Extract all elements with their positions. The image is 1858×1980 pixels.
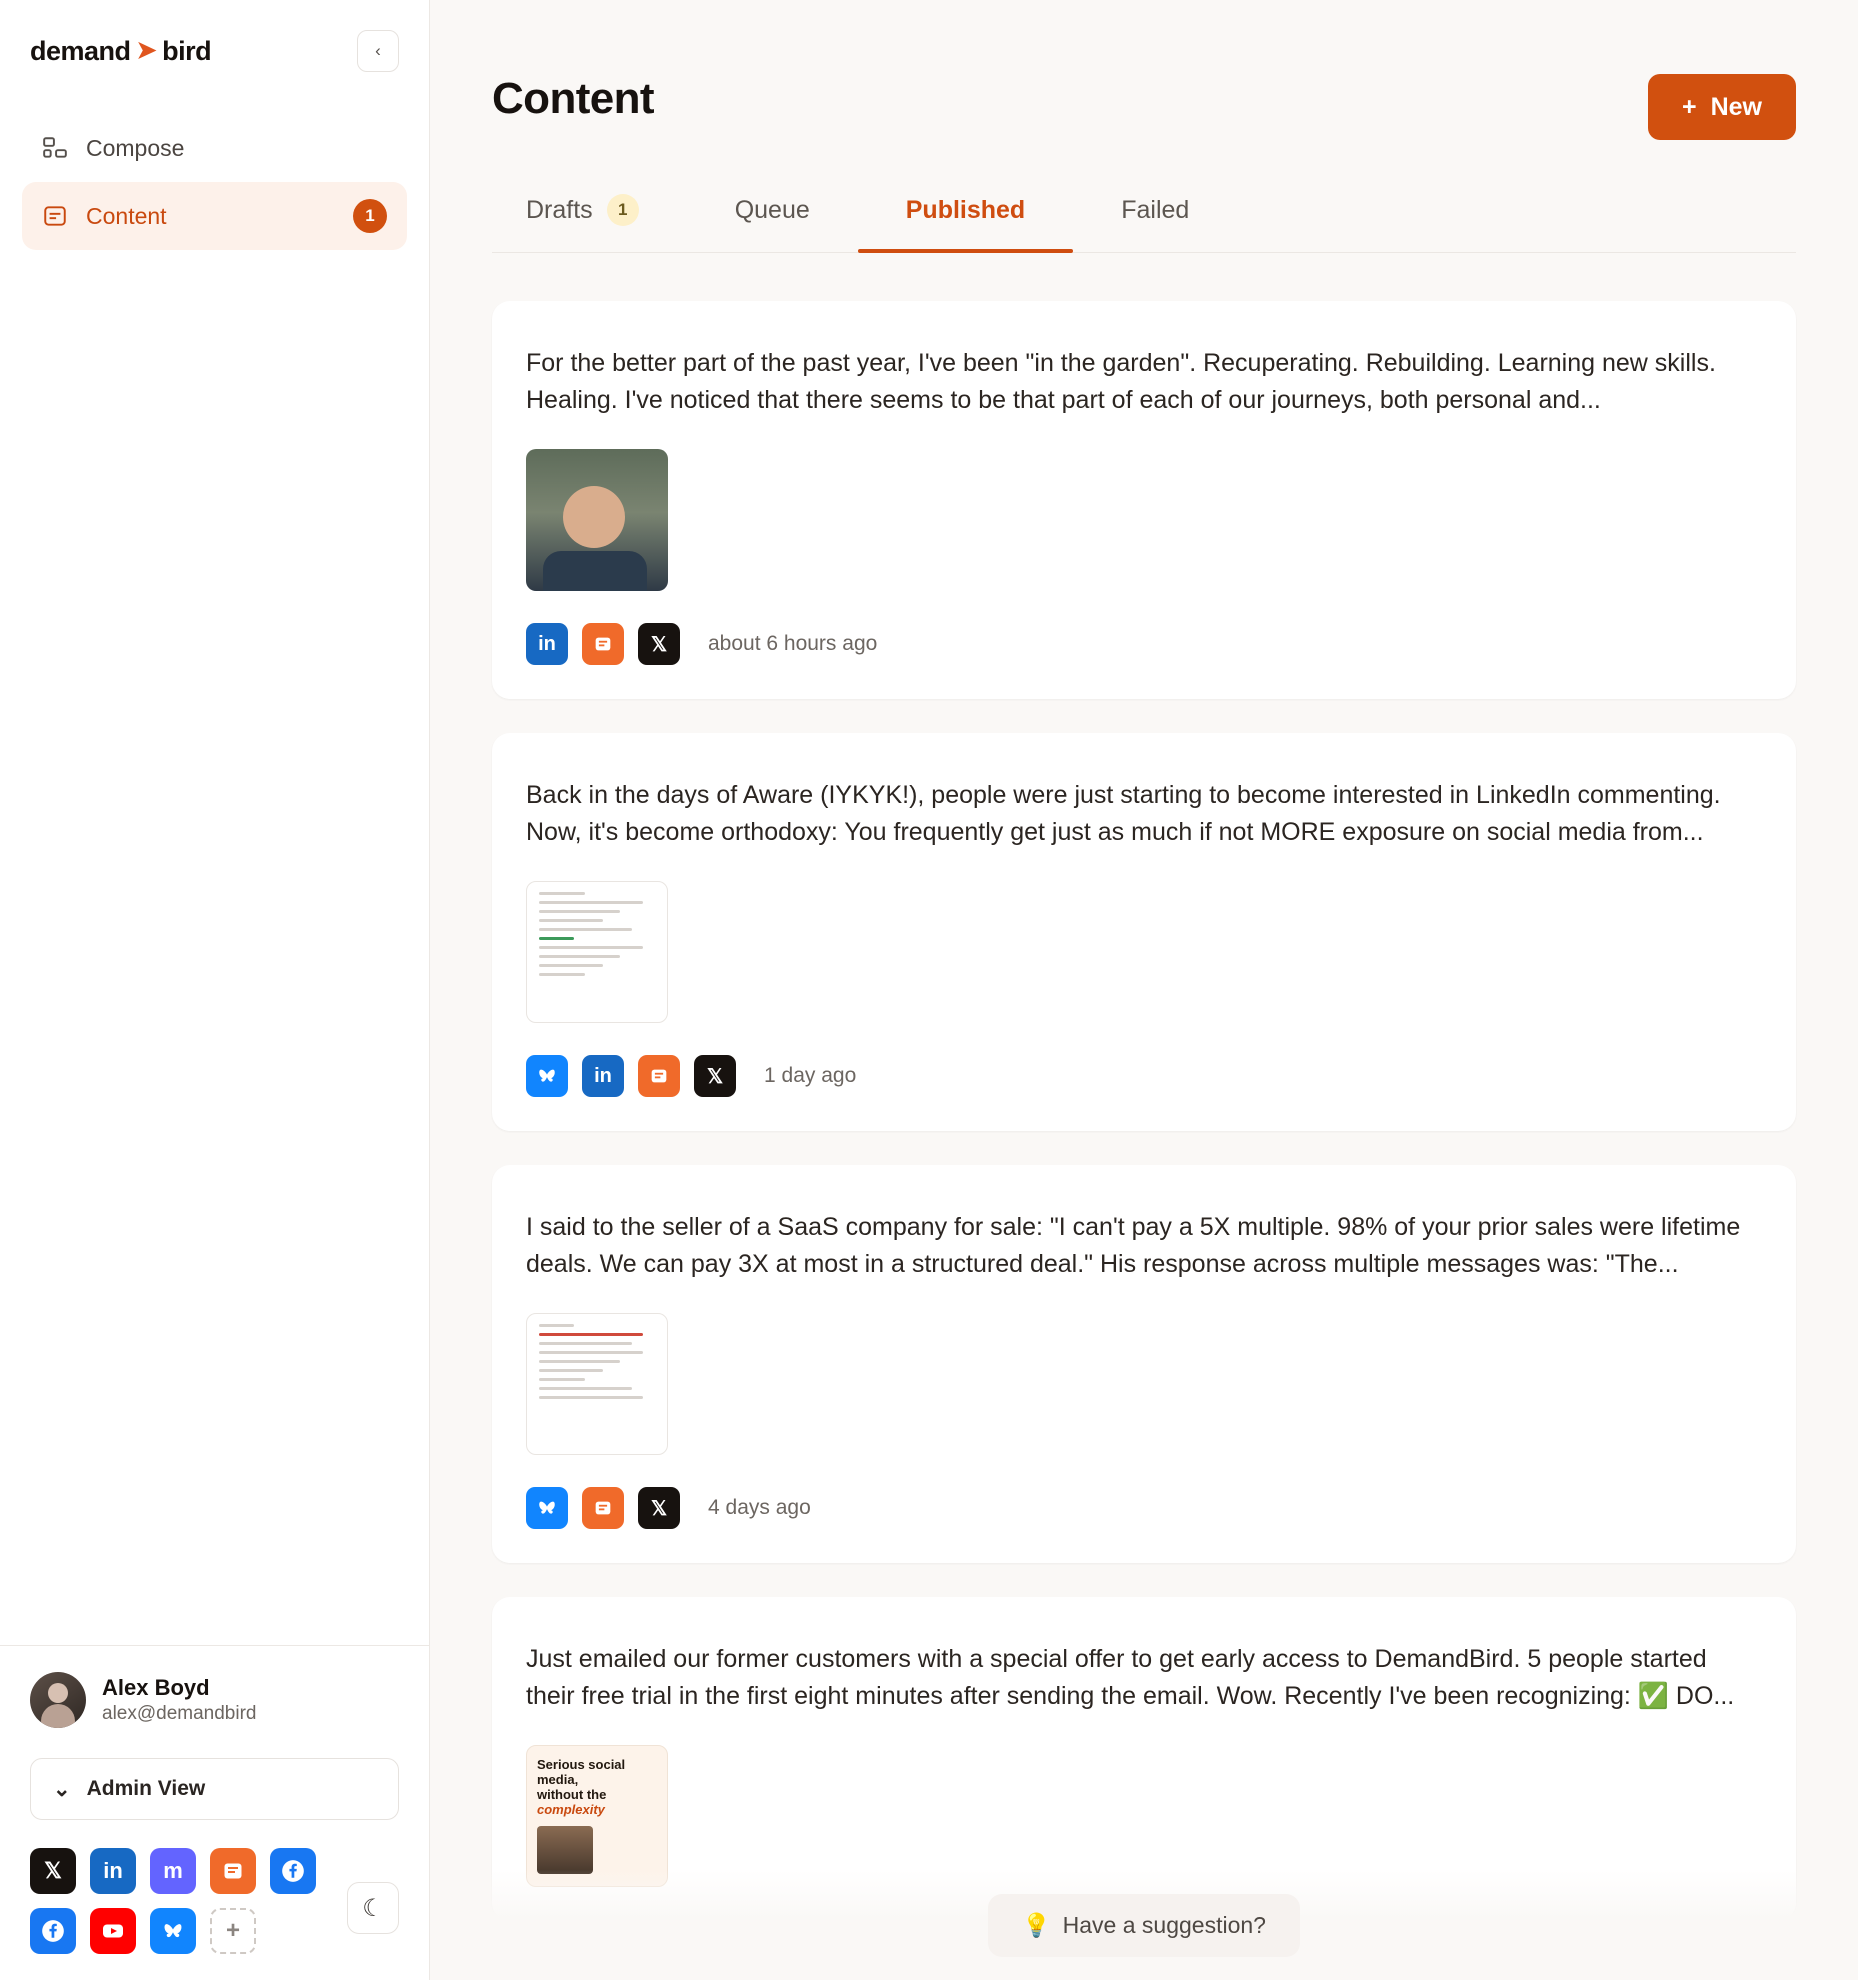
main-inner <box>430 0 1858 1980</box>
platform-threads-icon <box>582 1487 624 1529</box>
page-header <box>492 74 1796 140</box>
user-info <box>102 1675 257 1725</box>
post-text: For the better part of the past year, I've been "in the garden". Recuperating. Rebuilding. Learning new skills. Healing. I've noticed that there seems to be that part of each of our journeys, both personal and... <box>526 349 1716 414</box>
post-card[interactable] <box>492 301 1796 699</box>
post-text: I said to the seller of a SaaS company for sale: "I can't pay a 5X multiple. 98% of your prior sales were lifetime deals. We can pay 3X at most in a structured deal." His response across multiple messages was: "The... <box>526 1213 1741 1278</box>
tab-drafts-count: 1 <box>607 194 639 226</box>
page-title: Content <box>492 74 654 123</box>
brand-row <box>0 0 429 72</box>
sidebar-item-content-label: Content <box>86 202 167 229</box>
brand-part-2: bird <box>162 35 212 66</box>
moon-icon: ☾ <box>362 1894 384 1922</box>
post-card[interactable] <box>492 733 1796 1131</box>
user-block[interactable] <box>0 1645 429 1728</box>
post-meta <box>526 1055 1762 1097</box>
platform-x-icon: 𝕏 <box>638 623 680 665</box>
content-tabs <box>492 194 1796 253</box>
promo-title <box>537 1758 657 1818</box>
post-text: Back in the days of Aware (IYKYK!), people were just starting to become interested in LinkedIn commenting. Now, it's become orthodoxy: You frequently get just as much if not MORE exposure on social media from... <box>526 781 1721 846</box>
brand-logo[interactable] <box>30 36 211 67</box>
chevron-left-icon: ‹ <box>375 41 381 60</box>
post-card[interactable] <box>492 1165 1796 1563</box>
avatar <box>30 1672 86 1728</box>
platform-bluesky-icon <box>526 1487 568 1529</box>
post-timestamp: about 6 hours ago <box>708 632 878 655</box>
post-thumbnail[interactable] <box>526 449 668 591</box>
post-timestamp: 1 day ago <box>764 1064 857 1087</box>
post-thumbnail[interactable] <box>526 1313 668 1455</box>
platform-threads-icon <box>582 623 624 665</box>
platform-linkedin-icon: in <box>582 1055 624 1097</box>
tab-published-label: Published <box>905 195 1026 224</box>
sidebar-nav <box>0 114 429 250</box>
sidebar-item-compose-label: Compose <box>86 134 185 161</box>
post-meta <box>526 1487 1762 1529</box>
plus-icon: + <box>1681 92 1697 121</box>
social-threads-icon[interactable] <box>210 1848 256 1894</box>
sidebar-item-compose[interactable] <box>22 114 407 182</box>
user-email: alex@demandbird <box>102 1703 257 1724</box>
platform-threads-icon <box>638 1055 680 1097</box>
post-text: Just emailed our former customers with a special offer to get early access to DemandBird. 5 people started their free trial in the first eight minutes after sending the email. Wow. Recently I've been recognizing: ✅ DO... <box>526 1645 1735 1710</box>
promo-title-emphasis: complexity <box>537 1801 605 1817</box>
lightbulb-icon: 💡 <box>1022 1911 1051 1938</box>
social-linkedin-icon[interactable]: in <box>90 1848 136 1894</box>
tab-failed[interactable] <box>1073 194 1237 252</box>
platform-linkedin-icon: in <box>526 623 568 665</box>
post-thumbnail[interactable] <box>526 881 668 1023</box>
admin-view-label: Admin View <box>86 1777 206 1800</box>
tab-queue[interactable] <box>687 194 858 252</box>
new-button-label: New <box>1710 92 1762 121</box>
social-youtube-icon[interactable] <box>90 1908 136 1954</box>
promo-face-image <box>537 1826 593 1874</box>
user-name: Alex Boyd <box>102 1675 210 1700</box>
chevron-down-icon: ⌄ <box>53 1777 71 1801</box>
sidebar <box>0 0 430 1980</box>
post-timestamp: 4 days ago <box>708 1496 811 1519</box>
main-content <box>430 0 1858 1980</box>
admin-view-selector[interactable] <box>30 1758 399 1820</box>
social-bluesky-icon[interactable] <box>150 1908 196 1954</box>
add-account-button[interactable]: + <box>210 1908 256 1954</box>
social-facebook-2-icon[interactable] <box>30 1908 76 1954</box>
content-icon <box>42 203 68 229</box>
content-count-badge: 1 <box>353 199 387 233</box>
social-accounts <box>0 1820 429 1980</box>
social-mastodon-icon[interactable]: m <box>150 1848 196 1894</box>
brand-arrow-icon: ➤ <box>136 37 157 64</box>
sidebar-spacer <box>0 250 429 1645</box>
suggestion-label: Have a suggestion? <box>1062 1911 1266 1938</box>
theme-toggle-button[interactable] <box>347 1882 399 1934</box>
platform-x-icon: 𝕏 <box>638 1487 680 1529</box>
social-x-icon[interactable]: 𝕏 <box>30 1848 76 1894</box>
tab-failed-label: Failed <box>1121 195 1190 224</box>
social-facebook-icon[interactable] <box>270 1848 316 1894</box>
promo-title-line-1: Serious social media, <box>537 1757 626 1787</box>
suggestion-button[interactable] <box>988 1894 1300 1957</box>
post-meta <box>526 623 1762 665</box>
tab-drafts-label: Drafts <box>526 195 593 224</box>
brand-part-1: demand <box>30 35 131 66</box>
sidebar-item-content[interactable] <box>22 182 407 250</box>
tab-drafts[interactable] <box>492 194 687 252</box>
post-feed <box>492 301 1796 1921</box>
promo-title-line-2: without the <box>537 1786 607 1802</box>
new-button[interactable] <box>1648 74 1796 140</box>
tab-published[interactable] <box>858 194 1073 252</box>
social-account-grid <box>30 1848 320 1954</box>
post-thumbnail[interactable] <box>526 1745 668 1887</box>
post-card[interactable] <box>492 1597 1796 1921</box>
sidebar-collapse-button[interactable] <box>357 30 399 72</box>
compose-icon <box>42 135 68 161</box>
platform-bluesky-icon <box>526 1055 568 1097</box>
tab-queue-label: Queue <box>734 195 810 224</box>
platform-x-icon: 𝕏 <box>694 1055 736 1097</box>
